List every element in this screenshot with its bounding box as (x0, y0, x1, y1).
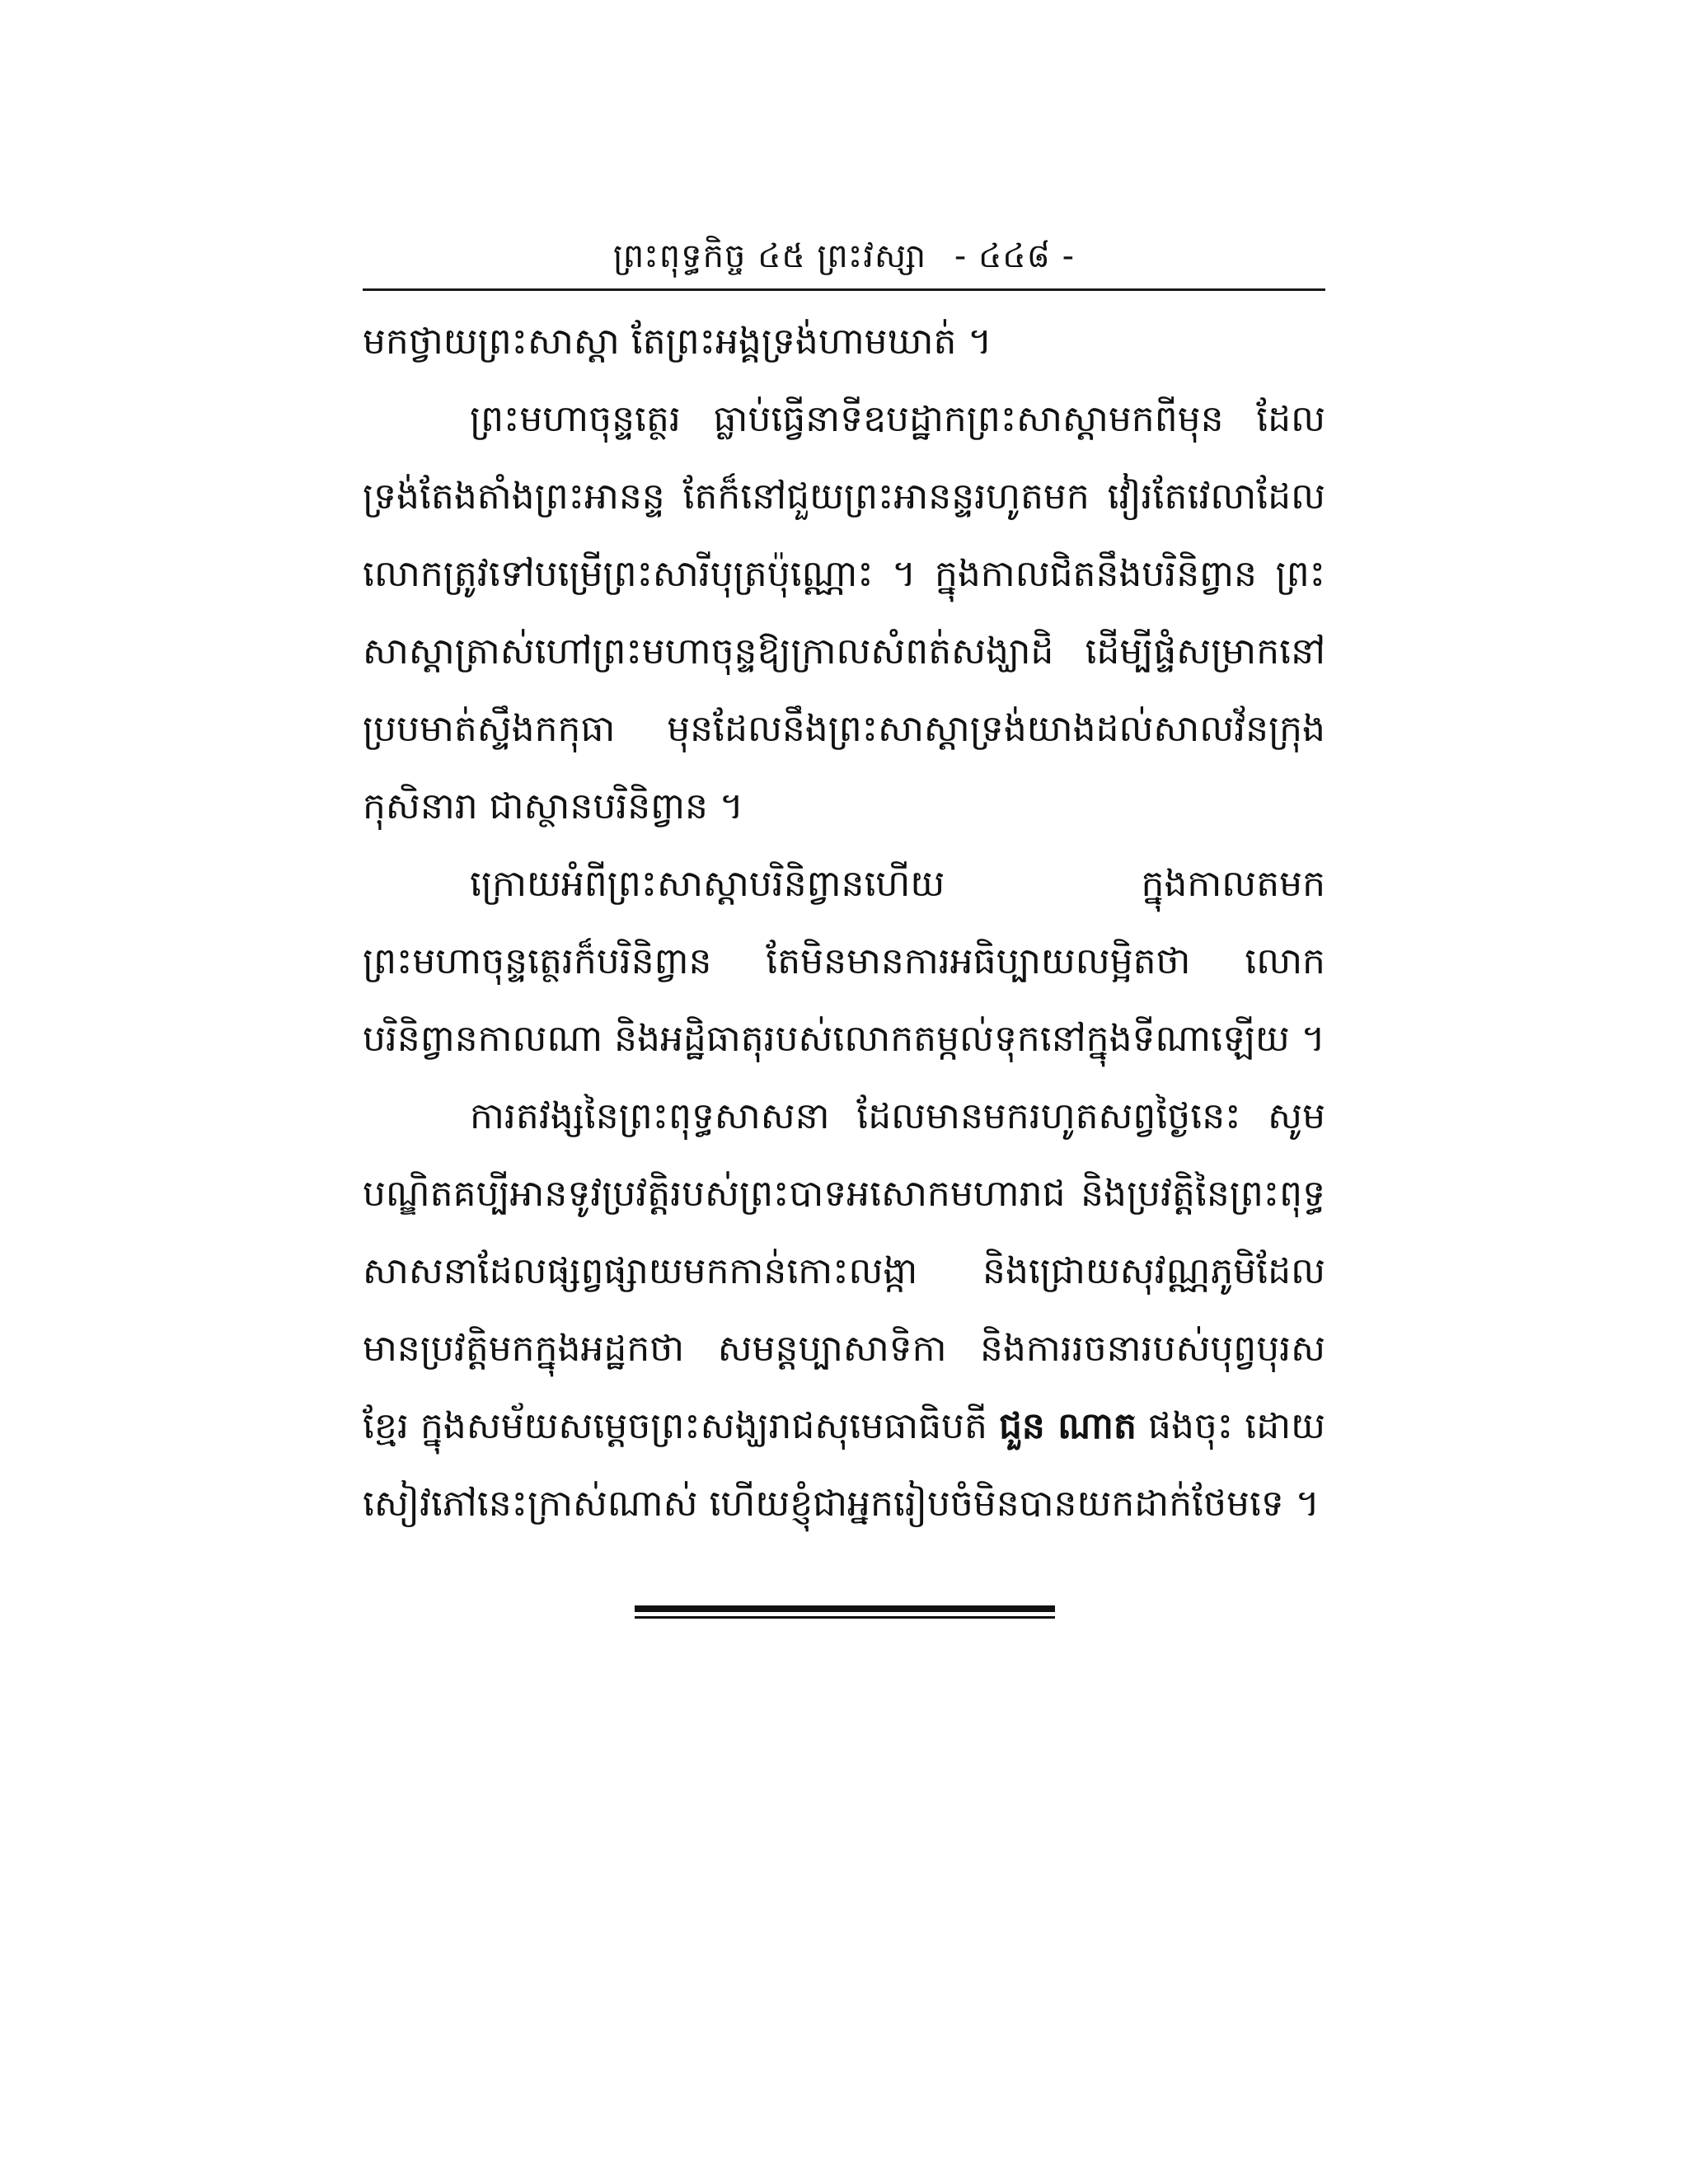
paragraph-3: ក្រោយអំពីព្រះសាស្តាបរិនិព្វានហើយ ក្នុងកាលតមក ព្រះមហាចុន្ទត្ថេរក៏បរិនិព្វាន តែមិនមានការអធិប្បាយលម្អិតថា លោកបរិនិព្វានកាលណា និងអដ្ឋិធាតុរបស់លោកតម្កល់ទុកនៅក្នុងទីណាឡើយ ។ (363, 863, 1325, 1060)
paragraph-2: ព្រះមហាចុន្ទត្ថេរ ធ្លាប់ធ្វើនាទីឧបដ្ឋាកព្រះសាស្តាមកពីមុន ដែលទ្រង់តែងតាំងព្រះអានន្ទ តែក៏នៅជួយព្រះអានន្ទរហូតមក វៀរតែវេលាដែលលោកត្រូវទៅបម្រើព្រះសារីបុត្រប៉ុណ្ណោះ ។ ក្នុងកាលជិតនឹងបរិនិព្វាន ព្រះសាស្តាត្រាស់ហៅព្រះមហាចុន្ទឱ្យក្រាលសំពត់សង្ឃាដិ ដើម្បីផ្ទំសម្រាកនៅប្របមាត់ស្ទឹងកកុធា មុនដែលនឹងព្រះសាស្តាទ្រង់យាងដល់សាលវ័នក្រុងកុសិនារា ជាស្ថានបរិនិព្វាន ។ (363, 398, 1325, 827)
end-rule-thick (635, 1605, 1055, 1612)
chapter-end-rule (635, 1605, 1055, 1619)
running-head (605, 224, 1083, 288)
book-title: ព្រះពុទ្ធកិច្ច ៤៥ ព្រះវស្សា (612, 237, 927, 275)
page-header (363, 224, 1325, 291)
main-text (363, 303, 1325, 1543)
paragraph-4-text-b: ផងចុះ ដោយសៀវភៅនេះក្រាស់ណាស់ ហើយខ្ញុំជាអ្នករៀបចំមិនបានយកដាក់ថែមទេ ។ (363, 1405, 1325, 1525)
paragraph-4 (363, 1078, 1325, 1543)
paragraph-1: មកថ្វាយព្រះសាស្តា តែព្រះអង្គទ្រង់ហាមឃាត់ ។ (363, 321, 992, 363)
paragraph-4-text-a: ការតវង្សនៃព្រះពុទ្ធសាសនា ដែលមានមករហូតសព្វថ្ងៃនេះ សូមបណ្ឌិតគប្បីអានទូវប្រវត្តិរបស់ព្រះបាទអសោកមហារាជ និងប្រវត្តិនៃព្រះពុទ្ធសាសនាដែលផ្សព្វផ្សាយមកកាន់កោះលង្កា និងជ្រោយសុវណ្ណភូមិដែលមានប្រវត្តិមកក្នុងអដ្ឋកថា សមន្តប្បាសាទិកា និងការរចនារបស់បុព្វបុរសខ្មែរ ក្នុងសម័យសម្តេចព្រះសង្ឃរាជសុមេធាធិបតី (363, 1095, 1325, 1447)
page-number: - ៤៤៨ - (954, 237, 1076, 275)
end-rule-thin (635, 1616, 1055, 1619)
author-name: ជួន ណាត (999, 1405, 1137, 1447)
